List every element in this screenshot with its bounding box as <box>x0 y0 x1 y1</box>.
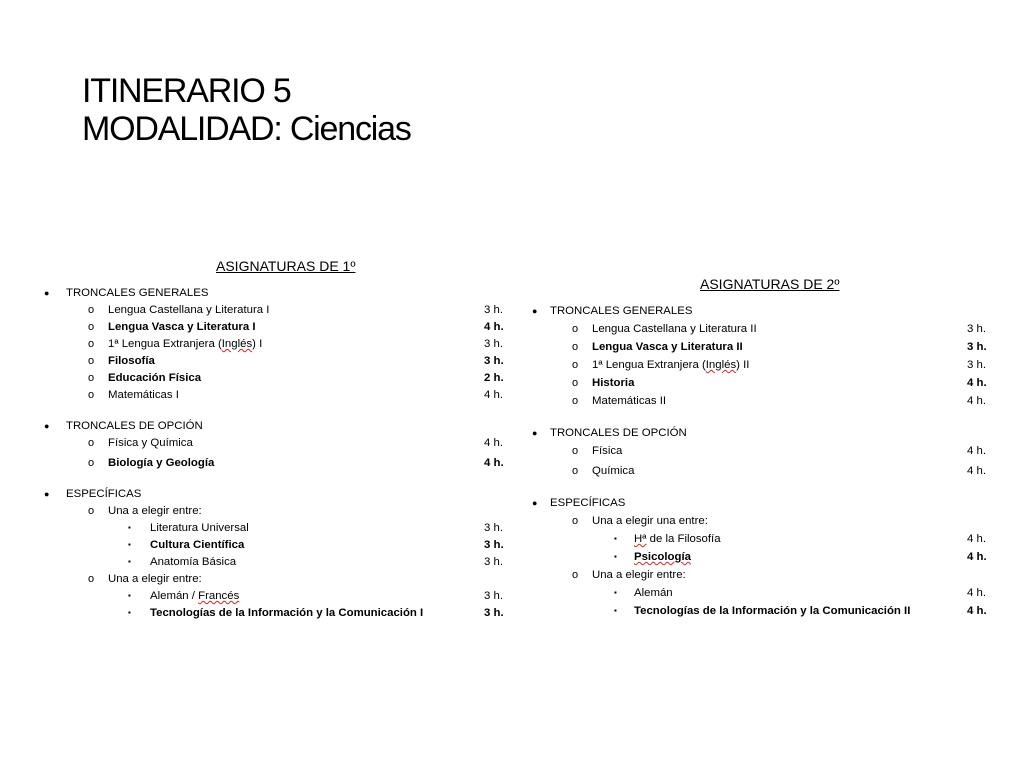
bullet-icon: ● <box>532 428 538 438</box>
subject-row <box>520 357 992 373</box>
subject-name: Historia <box>592 377 635 389</box>
spellcheck-underline: Francés <box>198 590 240 602</box>
circle-bullet-icon: o <box>572 377 579 389</box>
square-bullet-icon: ▪ <box>614 534 617 543</box>
subject-name: Química <box>592 465 635 477</box>
title-line-2: MODALIDAD: Ciencias <box>82 110 411 148</box>
subject-row <box>520 585 992 601</box>
subject-row <box>38 605 508 621</box>
subject-row <box>520 463 992 479</box>
circle-bullet-icon: o <box>572 359 579 371</box>
subject-name: Matemáticas II <box>592 395 667 407</box>
circle-bullet-icon: o <box>572 395 579 407</box>
spellcheck-underline: Psicología <box>634 551 691 563</box>
spellcheck-underline: Inglés <box>705 359 737 371</box>
subject-hours: 3 h. <box>967 359 986 371</box>
group-label <box>520 513 992 529</box>
subject-row <box>38 370 508 386</box>
bullet-icon: ● <box>44 489 50 499</box>
subject-name: Lengua Vasca y Literatura I <box>108 321 256 333</box>
subject-name: Educación Física <box>108 372 202 384</box>
subject-name: TRONCALES DE OPCIÓN <box>66 420 203 432</box>
subject-name: Una a elegir una entre: <box>592 515 708 527</box>
subject-name: Alemán / Francés <box>150 590 240 602</box>
square-bullet-icon: ▪ <box>614 606 617 615</box>
subject-hours: 4 h. <box>967 605 987 617</box>
subject-hours: 4 h. <box>484 321 504 333</box>
circle-bullet-icon: o <box>572 323 579 335</box>
square-bullet-icon: ▪ <box>128 557 131 566</box>
circle-bullet-icon: o <box>88 372 95 384</box>
subject-row <box>520 393 992 409</box>
subject-row <box>38 455 508 471</box>
circle-bullet-icon: o <box>88 355 95 367</box>
subject-name: Una a elegir entre: <box>108 573 202 585</box>
section-troncales-generales <box>520 303 992 319</box>
subject-row <box>520 549 992 565</box>
subject-name: ESPECÍFICAS <box>66 488 142 500</box>
subject-row <box>38 353 508 369</box>
bullet-icon: ● <box>44 288 50 298</box>
subject-row <box>520 443 992 459</box>
subject-name: Tecnologías de la Información y la Comunicación II <box>634 605 911 617</box>
group-label <box>38 571 508 587</box>
subject-row <box>38 554 508 570</box>
subject-row <box>38 336 508 352</box>
square-bullet-icon: ▪ <box>614 552 617 561</box>
subject-hours: 3 h. <box>484 338 503 350</box>
subject-hours: 3 h. <box>484 304 503 316</box>
subject-name: Filosofía <box>108 355 155 367</box>
bullet-icon: ● <box>532 306 538 316</box>
subject-hours: 3 h. <box>484 590 503 602</box>
circle-bullet-icon: o <box>572 515 579 527</box>
subject-row <box>38 537 508 553</box>
subject-hours: 3 h. <box>484 539 504 551</box>
subject-row <box>520 603 992 619</box>
circle-bullet-icon: o <box>572 465 579 477</box>
section-troncales-generales <box>38 285 508 301</box>
subject-name: 1ª Lengua Extranjera (Inglés) I <box>108 338 263 350</box>
subject-name: Hª de la Filosofía <box>634 533 721 545</box>
section-troncales-opcion <box>38 418 508 434</box>
subject-hours: 2 h. <box>484 372 504 384</box>
subject-row <box>520 321 992 337</box>
circle-bullet-icon: o <box>88 505 95 517</box>
section-especificas <box>38 486 508 502</box>
square-bullet-icon: ▪ <box>614 588 617 597</box>
subject-name: Lengua Vasca y Literatura II <box>592 341 743 353</box>
subject-hours: 4 h. <box>967 551 987 563</box>
subject-name: TRONCALES GENERALES <box>66 287 209 299</box>
subject-row <box>520 375 992 391</box>
bullet-icon: ● <box>44 421 50 431</box>
subject-name: Lengua Castellana y Literatura II <box>592 323 757 335</box>
subject-row <box>38 435 508 451</box>
subject-name: Tecnologías de la Información y la Comunicación I <box>150 607 424 619</box>
square-bullet-icon: ▪ <box>128 591 131 600</box>
subject-hours: 4 h. <box>484 389 503 401</box>
subject-name: 1ª Lengua Extranjera (Inglés) II <box>592 359 750 371</box>
subject-row <box>38 302 508 318</box>
spellcheck-underline: Inglés <box>221 338 253 350</box>
subject-name: Lengua Castellana y Literatura I <box>108 304 270 316</box>
circle-bullet-icon: o <box>88 304 95 316</box>
subject-name <box>634 549 691 565</box>
circle-bullet-icon: o <box>88 573 95 585</box>
subject-name: Una a elegir entre: <box>592 569 686 581</box>
subject-row <box>38 319 508 335</box>
subject-name: ESPECÍFICAS <box>550 497 626 509</box>
year-heading: ASIGNATURAS DE 1º <box>216 258 356 274</box>
subject-name: Matemáticas I <box>108 389 179 401</box>
subject-name: Una a elegir entre: <box>108 505 202 517</box>
subject-hours: 3 h. <box>484 607 504 619</box>
subject-hours: 3 h. <box>484 556 503 568</box>
circle-bullet-icon: o <box>88 321 95 333</box>
group-label <box>520 567 992 583</box>
subject-row <box>520 339 992 355</box>
circle-bullet-icon: o <box>572 341 579 353</box>
circle-bullet-icon: o <box>88 457 95 469</box>
group-label <box>38 503 508 519</box>
circle-bullet-icon: o <box>88 389 95 401</box>
subject-hours: 3 h. <box>967 323 986 335</box>
subject-row <box>520 531 992 547</box>
subject-name: Cultura Científica <box>150 539 245 551</box>
subject-name: TRONCALES GENERALES <box>550 305 693 317</box>
section-troncales-opcion <box>520 425 992 441</box>
subject-row <box>38 520 508 536</box>
circle-bullet-icon: o <box>572 445 579 457</box>
subject-hours: 3 h. <box>484 522 503 534</box>
bullet-icon: ● <box>532 498 538 508</box>
circle-bullet-icon: o <box>88 338 95 350</box>
title-line-1: ITINERARIO 5 <box>82 72 291 110</box>
subject-hours: 4 h. <box>484 457 504 469</box>
section-especificas <box>520 495 992 511</box>
subject-name: Biología y Geología <box>108 457 215 469</box>
circle-bullet-icon: o <box>572 569 579 581</box>
year-heading: ASIGNATURAS DE 2º <box>700 276 840 292</box>
subject-name: Física y Química <box>108 437 193 449</box>
subject-hours: 4 h. <box>967 587 986 599</box>
subject-hours: 4 h. <box>967 445 986 457</box>
square-bullet-icon: ▪ <box>128 523 131 532</box>
square-bullet-icon: ▪ <box>128 540 131 549</box>
circle-bullet-icon: o <box>88 437 95 449</box>
subject-row <box>38 387 508 403</box>
subject-name: Física <box>592 445 623 457</box>
subject-name: Anatomía Básica <box>150 556 237 568</box>
square-bullet-icon: ▪ <box>128 608 131 617</box>
spellcheck-underline: Hª <box>634 533 647 545</box>
subject-hours: 3 h. <box>484 355 504 367</box>
first-year-column <box>38 258 508 628</box>
second-year-column <box>520 276 992 626</box>
subject-hours: 4 h. <box>967 533 986 545</box>
subject-hours: 4 h. <box>967 465 986 477</box>
subject-name: Literatura Universal <box>150 522 249 534</box>
subject-hours: 4 h. <box>967 395 986 407</box>
subject-hours: 4 h. <box>484 437 503 449</box>
subject-row <box>38 588 508 604</box>
subject-name: Alemán <box>634 587 673 599</box>
subject-name: TRONCALES DE OPCIÓN <box>550 427 687 439</box>
subject-hours: 4 h. <box>967 377 987 389</box>
slide-title <box>82 72 411 148</box>
subject-hours: 3 h. <box>967 341 987 353</box>
